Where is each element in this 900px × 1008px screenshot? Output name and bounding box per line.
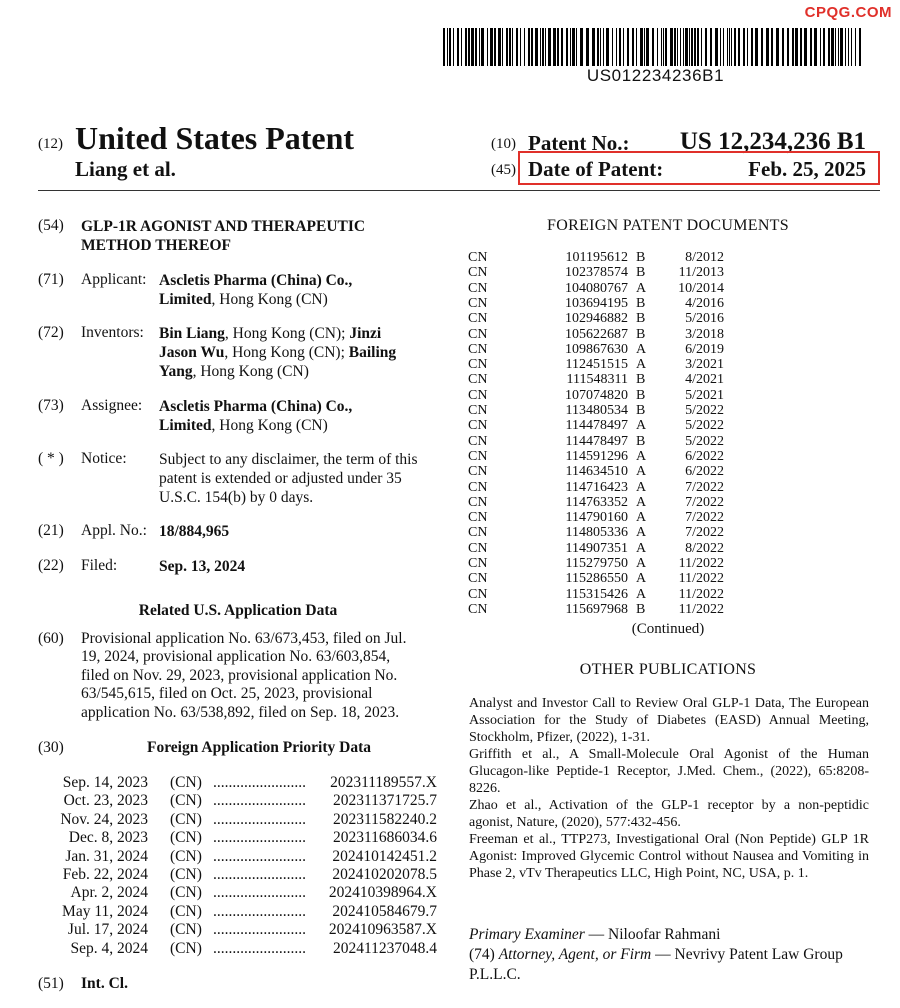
priority-row bbox=[40, 884, 440, 902]
foreign-doc-date: 3/2018 bbox=[685, 326, 724, 342]
foreign-doc-row bbox=[468, 250, 868, 265]
foreign-doc-date: 4/2021 bbox=[685, 372, 724, 388]
foreign-doc-number: 113480534 bbox=[565, 403, 628, 418]
foreign-doc-number: 101195612 bbox=[565, 250, 628, 265]
foreign-doc-country: CN bbox=[468, 494, 488, 510]
foreign-doc-kind: B bbox=[636, 311, 646, 327]
priority-date: Jan. 31, 2024 bbox=[65, 847, 148, 865]
code-30: (30) bbox=[38, 739, 64, 756]
provisional-applications: Provisional application No. 63/673,453, filed on Jul. 19, 2024, provisional application No. 63/603,854, filed on Nov. 29, 2023, provisional application No. 63/545,615, filed on Oct. 25, 2023, provisional application No. 63/538,892, filed on Sep. 18, 2023. bbox=[81, 630, 407, 721]
barcode bbox=[443, 28, 868, 66]
priority-date: Sep. 4, 2024 bbox=[70, 939, 148, 957]
foreign-doc-kind: A bbox=[636, 510, 647, 526]
assignee-label: Assignee: bbox=[81, 397, 143, 414]
foreign-doc-date: 11/2022 bbox=[678, 601, 724, 617]
code-10: (10) bbox=[491, 136, 516, 152]
foreign-doc-row bbox=[468, 571, 868, 586]
publication: Freeman et al., TTP273, Investigational Oral (Non Peptide) GLP 1R Agonist: Improved Glycemic Control without Nausea and Vomiting in Phase 2, vTv Therapeutics LLC, High Point, NC, USA, p. 1. bbox=[469, 832, 869, 881]
priority-row bbox=[40, 903, 440, 921]
priority-num: 202410142451.2 bbox=[332, 847, 437, 865]
foreign-doc-kind: B bbox=[636, 433, 646, 449]
foreign-doc-kind: B bbox=[636, 326, 646, 342]
code-54: (54) bbox=[38, 217, 64, 234]
code-notice: ( * ) bbox=[38, 450, 64, 467]
foreign-doc-country: CN bbox=[468, 295, 488, 311]
foreign-doc-row bbox=[468, 342, 868, 357]
inventors-value: Bin Liang, Hong Kong (CN); Jinzi Jason Wu, Hong Kong (CN); Bailing Yang, Hong Kong (CN) bbox=[159, 325, 397, 380]
watermark: CPQG.COM bbox=[804, 4, 892, 21]
invention-title: GLP-1R AGONIST AND THERAPEUTIC METHOD THEREOF bbox=[81, 218, 366, 254]
foreign-doc-date: 11/2022 bbox=[678, 556, 724, 571]
foreign-doc-country: CN bbox=[468, 464, 488, 480]
foreign-doc-number: 115279750 bbox=[565, 556, 628, 571]
notice-label: Notice: bbox=[81, 450, 127, 467]
priority-dots: ........................ bbox=[213, 939, 306, 957]
patent-no-value: US 12,234,236 B1 bbox=[679, 128, 866, 155]
foreign-doc-number: 114790160 bbox=[565, 510, 628, 526]
priority-row bbox=[40, 829, 440, 847]
foreign-doc-kind: A bbox=[636, 341, 647, 357]
foreign-doc-number: 109867630 bbox=[565, 341, 628, 357]
priority-row bbox=[40, 774, 440, 792]
foreign-doc-number: 114763352 bbox=[565, 494, 628, 510]
priority-country: (CN) bbox=[170, 810, 202, 828]
priority-num: 202311371725.7 bbox=[332, 792, 437, 810]
priority-dots: ........................ bbox=[213, 792, 306, 810]
priority-dots: ........................ bbox=[213, 847, 306, 865]
foreign-doc-row bbox=[468, 480, 868, 495]
priority-date: Jul. 17, 2024 bbox=[67, 921, 148, 939]
foreign-doc-country: CN bbox=[468, 601, 488, 617]
foreign-doc-number: 104080767 bbox=[565, 280, 628, 296]
priority-row bbox=[40, 792, 440, 810]
foreign-doc-country: CN bbox=[468, 510, 488, 526]
foreign-doc-country: CN bbox=[468, 479, 488, 495]
priority-num: 202311189557.X bbox=[330, 774, 437, 791]
date-highlight-box bbox=[518, 151, 880, 185]
foreign-doc-kind: A bbox=[636, 418, 647, 434]
code-73: (73) bbox=[38, 397, 64, 414]
publication: Griffith et al., A Small-Molecule Oral Agonist of the Human Glucagon-like Peptide-1 Receptor, J.Med. Chem., (2022), 65:8208-8226. bbox=[469, 747, 869, 796]
other-pubs-list bbox=[469, 695, 869, 882]
foreign-doc-row bbox=[468, 464, 868, 479]
foreign-doc-kind: B bbox=[636, 403, 646, 418]
foreign-doc-date: 5/2022 bbox=[685, 418, 724, 434]
foreign-doc-row bbox=[468, 327, 868, 342]
foreign-doc-country: CN bbox=[468, 326, 488, 342]
foreign-doc-country: CN bbox=[468, 311, 488, 327]
priority-row bbox=[40, 848, 440, 866]
header-rule bbox=[38, 190, 880, 191]
priority-country: (CN) bbox=[170, 939, 202, 957]
applicant-value: Ascletis Pharma (China) Co., Limited, Hong Kong (CN) bbox=[159, 272, 353, 308]
priority-country: (CN) bbox=[170, 792, 202, 810]
appl-no-label: Appl. No.: bbox=[81, 522, 147, 539]
foreign-doc-kind: B bbox=[636, 387, 646, 403]
foreign-doc-date: 8/2022 bbox=[685, 540, 724, 556]
filed-value: Sep. 13, 2024 bbox=[159, 558, 246, 575]
priority-dots: ........................ bbox=[213, 884, 306, 902]
foreign-doc-number: 114805336 bbox=[565, 525, 628, 541]
assignee-value: Ascletis Pharma (China) Co., Limited, Hong Kong (CN) bbox=[159, 398, 353, 434]
foreign-doc-number: 102378574 bbox=[565, 265, 628, 281]
publication: Zhao et al., Activation of the GLP-1 receptor by a non-peptidic agonist, Nature, (2020), 577:432-456. bbox=[469, 798, 869, 830]
inventors-label: Inventors: bbox=[81, 324, 144, 341]
foreign-doc-country: CN bbox=[468, 448, 488, 464]
foreign-doc-number: 114478497 bbox=[565, 418, 628, 434]
foreign-doc-number: 107074820 bbox=[565, 387, 628, 403]
priority-dots: ........................ bbox=[213, 829, 306, 847]
foreign-doc-date: 5/2016 bbox=[685, 311, 724, 327]
foreign-doc-country: CN bbox=[468, 387, 488, 403]
foreign-doc-country: CN bbox=[468, 540, 488, 556]
foreign-doc-kind: A bbox=[636, 525, 647, 541]
priority-row bbox=[40, 921, 440, 939]
priority-date: Sep. 14, 2023 bbox=[62, 774, 148, 791]
foreign-doc-date: 6/2019 bbox=[685, 341, 724, 357]
priority-country: (CN) bbox=[170, 902, 202, 920]
continued-link[interactable]: (Continued) bbox=[631, 621, 705, 637]
priority-row bbox=[40, 866, 440, 884]
foreign-doc-number: 103694195 bbox=[565, 295, 628, 311]
code-71: (71) bbox=[38, 271, 64, 288]
foreign-doc-kind: A bbox=[636, 540, 647, 556]
foreign-doc-kind: B bbox=[636, 250, 646, 265]
foreign-doc-row bbox=[468, 495, 868, 510]
foreign-doc-date: 11/2013 bbox=[678, 265, 724, 281]
related-heading: Related U.S. Application Data bbox=[138, 602, 338, 619]
priority-dots: ........................ bbox=[213, 774, 306, 791]
applicant-label: Applicant: bbox=[81, 271, 147, 288]
priority-date: Feb. 22, 2024 bbox=[62, 866, 148, 883]
priority-dots: ........................ bbox=[213, 810, 306, 828]
foreign-doc-kind: B bbox=[636, 601, 646, 617]
foreign-doc-row bbox=[468, 418, 868, 433]
foreign-doc-number: 114478497 bbox=[565, 433, 628, 449]
foreign-doc-number: 114591296 bbox=[565, 448, 628, 464]
appl-no-value: 18/884,965 bbox=[159, 523, 230, 540]
foreign-doc-kind: A bbox=[636, 280, 647, 296]
foreign-doc-date: 5/2021 bbox=[685, 387, 724, 403]
foreign-doc-row bbox=[468, 403, 868, 418]
priority-num: 202311686034.6 bbox=[332, 829, 437, 847]
foreign-doc-date: 3/2021 bbox=[685, 357, 724, 373]
foreign-doc-country: CN bbox=[468, 250, 488, 265]
publication: Analyst and Investor Call to Review Oral GLP-1 Data, The European Association for the Study of Diabetes (EASD) Annual Meeting, Stockholm, Pfizer, (2022), 1-31. bbox=[469, 696, 869, 745]
priority-country: (CN) bbox=[170, 884, 202, 902]
foreign-doc-date: 5/2022 bbox=[685, 403, 724, 418]
priority-country: (CN) bbox=[170, 847, 202, 865]
foreign-doc-date: 7/2022 bbox=[685, 510, 724, 526]
inventor-short: Liang et al. bbox=[75, 157, 176, 181]
priority-num: 202410398964.X bbox=[328, 884, 437, 902]
foreign-doc-row bbox=[468, 449, 868, 464]
foreign-doc-country: CN bbox=[468, 571, 488, 587]
foreign-doc-country: CN bbox=[468, 403, 488, 418]
foreign-doc-date: 4/2016 bbox=[685, 295, 724, 311]
foreign-doc-row bbox=[468, 541, 868, 556]
foreign-doc-date: 5/2022 bbox=[685, 433, 724, 449]
foreign-doc-number: 114634510 bbox=[565, 464, 628, 480]
foreign-docs-heading: FOREIGN PATENT DOCUMENTS bbox=[547, 217, 789, 234]
foreign-doc-country: CN bbox=[468, 341, 488, 357]
priority-date: May 11, 2024 bbox=[62, 902, 148, 920]
foreign-doc-country: CN bbox=[468, 280, 488, 296]
date-of-patent-label: Date of Patent: bbox=[528, 157, 664, 181]
foreign-doc-kind: A bbox=[636, 464, 647, 480]
foreign-doc-number: 105622687 bbox=[565, 326, 628, 342]
foreign-doc-date: 11/2022 bbox=[678, 571, 724, 587]
foreign-doc-row bbox=[468, 265, 868, 280]
priority-num: 202410584679.7 bbox=[332, 902, 437, 920]
foreign-doc-date: 7/2022 bbox=[685, 494, 724, 510]
foreign-doc-row bbox=[468, 388, 868, 403]
foreign-doc-row bbox=[468, 281, 868, 296]
foreign-doc-row bbox=[468, 296, 868, 311]
foreign-doc-kind: A bbox=[636, 448, 647, 464]
priority-num: 202411237048.4 bbox=[332, 939, 437, 957]
foreign-doc-country: CN bbox=[468, 556, 488, 571]
foreign-doc-row bbox=[468, 311, 868, 326]
foreign-doc-date: 7/2022 bbox=[685, 525, 724, 541]
foreign-doc-date: 6/2022 bbox=[685, 448, 724, 464]
foreign-doc-date: 6/2022 bbox=[685, 464, 724, 480]
priority-dots: ........................ bbox=[213, 921, 306, 939]
code-22: (22) bbox=[38, 557, 64, 574]
foreign-priority-heading: Foreign Application Priority Data bbox=[146, 739, 372, 756]
foreign-doc-row bbox=[468, 434, 868, 449]
priority-country: (CN) bbox=[170, 921, 202, 939]
foreign-doc-kind: A bbox=[636, 571, 647, 587]
foreign-doc-number: 115286550 bbox=[565, 571, 628, 587]
priority-row bbox=[40, 811, 440, 829]
foreign-doc-kind: B bbox=[636, 372, 646, 388]
priority-date: Dec. 8, 2023 bbox=[68, 829, 148, 847]
filed-label: Filed: bbox=[81, 557, 118, 574]
other-pubs-heading: OTHER PUBLICATIONS bbox=[579, 661, 757, 678]
code-45: (45) bbox=[491, 162, 516, 178]
priority-num: 202311582240.2 bbox=[332, 810, 437, 828]
foreign-doc-kind: A bbox=[636, 494, 647, 510]
foreign-doc-date: 7/2022 bbox=[685, 479, 724, 495]
examiner-block: Primary Examiner — Niloofar Rahmani (74) Attorney, Agent, or Firm — Nevrivy Patent Law Group P.L.L.C. bbox=[469, 926, 843, 983]
page-title: United States Patent bbox=[75, 120, 355, 156]
foreign-doc-row bbox=[468, 602, 868, 617]
foreign-doc-kind: A bbox=[636, 479, 647, 495]
foreign-doc-country: CN bbox=[468, 357, 488, 373]
priority-date: Nov. 24, 2023 bbox=[60, 810, 148, 828]
foreign-doc-kind: A bbox=[636, 357, 647, 373]
notice-value: Subject to any disclaimer, the term of this patent is extended or adjusted under 35 U.S.C. 154(b) by 0 days. bbox=[159, 451, 418, 506]
priority-dots: ........................ bbox=[213, 866, 306, 883]
priority-date: Apr. 2, 2024 bbox=[70, 884, 148, 902]
foreign-doc-kind: B bbox=[636, 295, 646, 311]
foreign-doc-row bbox=[468, 587, 868, 602]
foreign-doc-kind: B bbox=[636, 265, 646, 281]
foreign-doc-kind: A bbox=[636, 586, 647, 602]
foreign-doc-date: 8/2012 bbox=[685, 250, 724, 265]
foreign-doc-country: CN bbox=[468, 418, 488, 434]
barcode-number: US012234236B1 bbox=[586, 66, 725, 85]
code-51: (51) bbox=[38, 975, 64, 992]
priority-date: Oct. 23, 2023 bbox=[63, 792, 148, 810]
foreign-doc-row bbox=[468, 525, 868, 540]
foreign-doc-date: 10/2014 bbox=[678, 280, 724, 296]
foreign-doc-row bbox=[468, 510, 868, 525]
priority-num: 202410202078.5 bbox=[332, 866, 437, 883]
priority-country: (CN) bbox=[170, 866, 202, 883]
foreign-doc-number: 115315426 bbox=[565, 586, 628, 602]
foreign-doc-number: 115697968 bbox=[565, 601, 628, 617]
foreign-doc-row bbox=[468, 357, 868, 372]
foreign-doc-number: 114716423 bbox=[565, 479, 628, 495]
priority-row bbox=[40, 940, 440, 958]
foreign-doc-number: 102946882 bbox=[565, 311, 628, 327]
foreign-doc-country: CN bbox=[468, 586, 488, 602]
patent-no-label: Patent No.: bbox=[528, 131, 630, 155]
priority-num: 202410963587.X bbox=[328, 921, 437, 939]
foreign-doc-number: 111548311 bbox=[566, 372, 628, 388]
foreign-doc-number: 112451515 bbox=[565, 357, 628, 373]
foreign-doc-country: CN bbox=[468, 433, 488, 449]
foreign-doc-country: CN bbox=[468, 265, 488, 281]
foreign-doc-row bbox=[468, 556, 868, 571]
priority-country: (CN) bbox=[170, 829, 202, 847]
priority-dots: ........................ bbox=[213, 902, 306, 920]
code-72: (72) bbox=[38, 324, 64, 341]
code-12: (12) bbox=[38, 136, 63, 152]
foreign-doc-date: 11/2022 bbox=[678, 586, 724, 602]
int-cl-label: Int. Cl. bbox=[81, 975, 128, 992]
priority-country: (CN) bbox=[170, 774, 202, 791]
foreign-doc-country: CN bbox=[468, 525, 488, 541]
date-of-patent-value: Feb. 25, 2025 bbox=[748, 157, 866, 181]
foreign-doc-country: CN bbox=[468, 372, 488, 388]
code-60: (60) bbox=[38, 630, 64, 647]
foreign-doc-row bbox=[468, 372, 868, 387]
foreign-doc-number: 114907351 bbox=[565, 540, 628, 556]
code-21: (21) bbox=[38, 522, 64, 539]
foreign-doc-kind: A bbox=[636, 556, 647, 571]
